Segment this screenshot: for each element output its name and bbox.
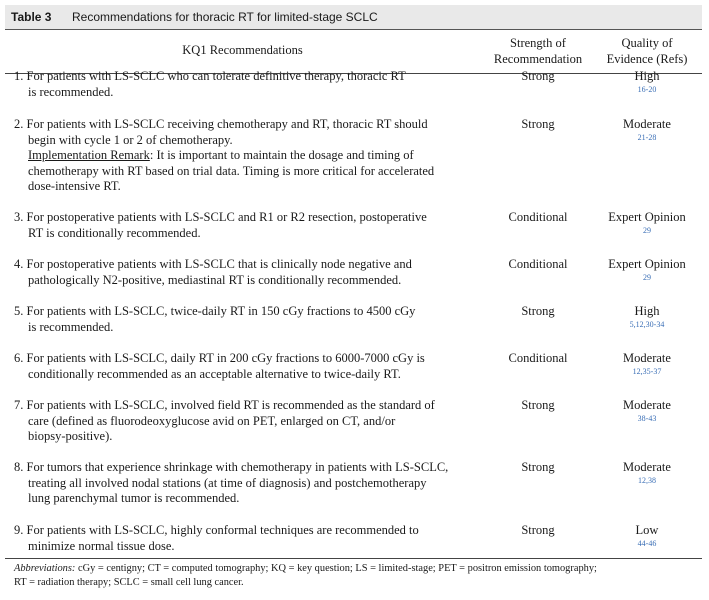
recommendation-line: RT is conditionally recommended. — [28, 225, 201, 240]
table-header — [5, 29, 702, 74]
quality-cell — [597, 460, 697, 486]
recommendation-line: begin with cycle 1 or 2 of chemotherapy. — [28, 132, 233, 147]
recommendation-line: 5. For patients with LS-SCLC, twice-daily RT in 150 cGy fractions to 4500 cGy — [14, 304, 416, 318]
recommendation-line: 2. For patients with LS-SCLC receiving chemotherapy and RT, thoracic RT should — [14, 117, 428, 131]
header-quality-line2: Evidence (Refs) — [606, 52, 688, 66]
recommendation-line: conditionally recommended as an acceptable alternative to twice-daily RT. — [28, 366, 401, 381]
reference-link[interactable]: 21-28 — [637, 132, 657, 142]
quality-cell — [597, 210, 697, 236]
quality-value: Expert Opinion — [608, 257, 686, 271]
quality-value: Moderate — [623, 398, 671, 412]
recommendation-line: is recommended. — [28, 84, 114, 99]
recommendation-line: care (defined as fluorodeoxyglucose avid on PET, enlarged on CT, and/or — [28, 413, 396, 428]
recommendation-text — [14, 398, 484, 445]
quality-value: Expert Opinion — [608, 210, 686, 224]
recommendation-line: lung parenchymal tumor is recommended. — [28, 491, 240, 505]
recommendation-line: biopsy-positive). — [28, 429, 113, 443]
recommendation-text — [14, 460, 484, 507]
strength-value: Strong — [521, 69, 555, 83]
header-strength-line1: Strength of — [510, 36, 566, 50]
abbreviations-note — [14, 562, 700, 590]
strength-value: Strong — [521, 523, 555, 537]
strength-value: Conditional — [508, 351, 568, 365]
recommendation-text — [14, 210, 484, 241]
recommendation-line: is recommended. — [28, 319, 114, 334]
quality-cell — [597, 398, 697, 424]
reference-link[interactable]: 38-43 — [637, 413, 657, 423]
reference-link[interactable]: 44-46 — [637, 538, 657, 548]
recommendation-line: treating all involved nodal stations (at time of diagnosis) and postchemotherapy — [28, 475, 427, 490]
remark-text: : It is important to maintain the dosage and timing of — [149, 148, 414, 162]
quality-value: Low — [635, 523, 659, 537]
quality-value: High — [634, 304, 660, 318]
strength-value: Strong — [521, 304, 555, 318]
reference-link[interactable]: 12,38 — [638, 475, 656, 485]
strength-value: Strong — [521, 117, 555, 131]
quality-value: High — [634, 69, 660, 83]
reference-link[interactable]: 12,35-37 — [632, 366, 662, 376]
recommendation-text — [14, 69, 484, 100]
quality-cell — [597, 523, 697, 549]
recommendation-line: 8. For tumors that experience shrinkage with chemotherapy in patients with LS-SCLC, — [14, 460, 449, 474]
recommendation-line: 4. For postoperative patients with LS-SCLC that is clinically node negative and — [14, 257, 412, 271]
remark-label: Implementation Remark — [28, 148, 150, 162]
recommendation-text — [14, 257, 484, 288]
header-strength-line2: Recommendation — [493, 52, 583, 66]
recommendation-text — [14, 351, 484, 382]
table-footnote — [5, 558, 702, 588]
quality-value: Moderate — [623, 351, 671, 365]
strength-value: Conditional — [508, 257, 568, 271]
recommendation-line: pathologically N2-positive, mediastinal RT is conditionally recommended. — [28, 272, 402, 287]
strength-value: Conditional — [508, 210, 568, 224]
header-strength — [483, 35, 593, 67]
quality-value: Moderate — [623, 117, 671, 131]
recommendations-table — [5, 5, 702, 591]
recommendation-line: 7. For patients with LS-SCLC, involved field RT is recommended as the standard of — [14, 398, 435, 412]
recommendation-line: minimize normal tissue dose. — [28, 538, 175, 553]
header-quality — [597, 35, 697, 67]
implementation-remark — [14, 148, 484, 164]
reference-link[interactable]: 16-20 — [637, 84, 657, 94]
recommendation-text — [14, 117, 484, 195]
footnote-text: cGy = centigny; CT = computed tomography; KQ = key question; LS = limited-stage; PET = positron emission tomography; — [75, 563, 597, 574]
recommendation-text — [14, 523, 484, 554]
quality-value: Moderate — [623, 460, 671, 474]
header-recommendations: KQ1 Recommendations — [182, 43, 303, 57]
reference-link[interactable]: 29 — [643, 272, 651, 282]
remark-line: dose-intensive RT. — [28, 179, 121, 193]
strength-value: Strong — [521, 398, 555, 412]
quality-cell — [597, 257, 697, 283]
recommendation-line: 1. For patients with LS-SCLC who can tolerate definitive therapy, thoracic RT — [14, 69, 406, 83]
table-title: Recommendations for thoracic RT for limited-stage SCLC — [72, 10, 378, 24]
remark-line: chemotherapy with RT based on trial data. Timing is more critical for accelerated — [28, 163, 435, 178]
recommendation-text — [14, 304, 484, 335]
strength-value: Strong — [521, 460, 555, 474]
recommendation-line: 3. For postoperative patients with LS-SCLC and R1 or R2 resection, postoperative — [14, 210, 427, 224]
footnote-line — [14, 562, 700, 576]
header-quality-line1: Quality of — [621, 36, 673, 50]
recommendation-line: 6. For patients with LS-SCLC, daily RT in 200 cGy fractions to 6000-7000 cGy is — [14, 351, 425, 365]
quality-cell — [597, 69, 697, 95]
table-label: Table 3 — [11, 10, 52, 24]
table-title-bar — [5, 5, 702, 30]
abbreviations-label: Abbreviations: — [14, 563, 76, 574]
recommendation-line: 9. For patients with LS-SCLC, highly conformal techniques are recommended to — [14, 523, 419, 537]
reference-link[interactable]: 29 — [643, 225, 651, 235]
quality-cell — [597, 351, 697, 377]
quality-cell — [597, 117, 697, 143]
reference-link[interactable]: 5,12,30-34 — [629, 319, 665, 329]
quality-cell — [597, 304, 697, 330]
footnote-line: RT = radiation therapy; SCLC = small cell lung cancer. — [14, 577, 244, 588]
